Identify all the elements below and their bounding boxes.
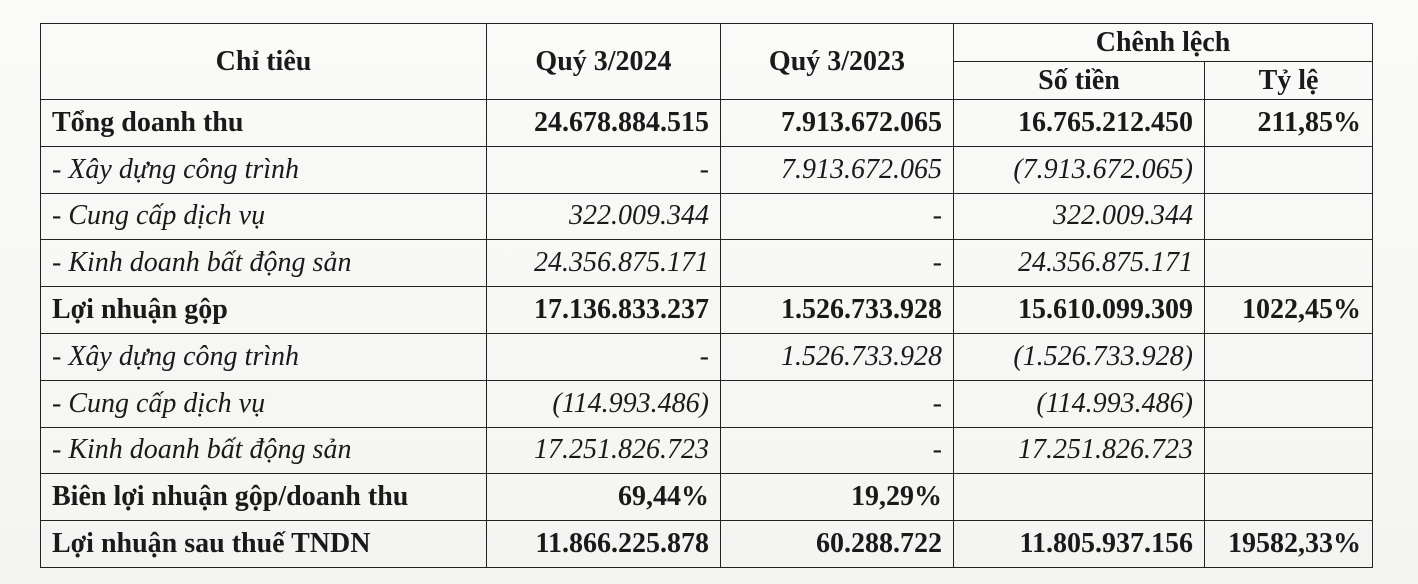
cell-q3-2023: 1.526.733.928 [721, 287, 954, 334]
row-label: - Cung cấp dịch vụ [41, 193, 487, 240]
cell-q3-2023: - [721, 427, 954, 474]
header-q3-2024: Quý 3/2024 [487, 24, 721, 100]
header-chenh-lech: Chênh lệch [954, 24, 1373, 62]
financial-comparison-table [40, 23, 1373, 568]
cell-ty-le [1205, 240, 1373, 287]
cell-q3-2023: 60.288.722 [721, 521, 954, 568]
row-label: - Kinh doanh bất động sản [41, 240, 487, 287]
cell-q3-2023: 1.526.733.928 [721, 333, 954, 380]
cell-q3-2024: 11.866.225.878 [487, 521, 721, 568]
row-label: Lợi nhuận sau thuế TNDN [41, 521, 487, 568]
table-row [41, 100, 1373, 147]
cell-ty-le [1205, 333, 1373, 380]
cell-q3-2024: 322.009.344 [487, 193, 721, 240]
header-chi-tieu: Chỉ tiêu [41, 24, 487, 100]
cell-q3-2024: (114.993.486) [487, 380, 721, 427]
cell-so-tien: 322.009.344 [954, 193, 1205, 240]
row-label: - Kinh doanh bất động sản [41, 427, 487, 474]
cell-so-tien: 24.356.875.171 [954, 240, 1205, 287]
cell-so-tien: (114.993.486) [954, 380, 1205, 427]
row-label: - Xây dựng công trình [41, 146, 487, 193]
table-row [41, 146, 1373, 193]
row-label: - Xây dựng công trình [41, 333, 487, 380]
row-label: Biên lợi nhuận gộp/doanh thu [41, 474, 487, 521]
table-row [41, 193, 1373, 240]
cell-q3-2024: 17.251.826.723 [487, 427, 721, 474]
cell-so-tien: (7.913.672.065) [954, 146, 1205, 193]
cell-so-tien: 16.765.212.450 [954, 100, 1205, 147]
cell-q3-2024: - [487, 146, 721, 193]
cell-so-tien: 15.610.099.309 [954, 287, 1205, 334]
cell-q3-2023: - [721, 240, 954, 287]
cell-ty-le [1205, 380, 1373, 427]
cell-q3-2024: 24.678.884.515 [487, 100, 721, 147]
cell-ty-le [1205, 427, 1373, 474]
cell-ty-le: 19582,33% [1205, 521, 1373, 568]
cell-q3-2023: 7.913.672.065 [721, 146, 954, 193]
table-row [41, 474, 1373, 521]
cell-ty-le: 1022,45% [1205, 287, 1373, 334]
cell-ty-le [1205, 474, 1373, 521]
table-row [41, 240, 1373, 287]
cell-q3-2024: 69,44% [487, 474, 721, 521]
table-row [41, 333, 1373, 380]
cell-ty-le [1205, 146, 1373, 193]
cell-q3-2024: 24.356.875.171 [487, 240, 721, 287]
cell-q3-2023: 19,29% [721, 474, 954, 521]
cell-q3-2024: - [487, 333, 721, 380]
cell-so-tien: 11.805.937.156 [954, 521, 1205, 568]
header-ty-le: Tỷ lệ [1205, 62, 1373, 100]
cell-so-tien: (1.526.733.928) [954, 333, 1205, 380]
cell-q3-2023: - [721, 380, 954, 427]
row-label: Lợi nhuận gộp [41, 287, 487, 334]
cell-so-tien: 17.251.826.723 [954, 427, 1205, 474]
cell-ty-le [1205, 193, 1373, 240]
table-row [41, 287, 1373, 334]
cell-q3-2023: 7.913.672.065 [721, 100, 954, 147]
row-label: - Cung cấp dịch vụ [41, 380, 487, 427]
cell-ty-le: 211,85% [1205, 100, 1373, 147]
row-label: Tổng doanh thu [41, 100, 487, 147]
table-row [41, 521, 1373, 568]
header-so-tien: Số tiền [954, 62, 1205, 100]
cell-q3-2024: 17.136.833.237 [487, 287, 721, 334]
header-q3-2023: Quý 3/2023 [721, 24, 954, 100]
cell-q3-2023: - [721, 193, 954, 240]
cell-so-tien [954, 474, 1205, 521]
table-row [41, 380, 1373, 427]
table-row [41, 427, 1373, 474]
